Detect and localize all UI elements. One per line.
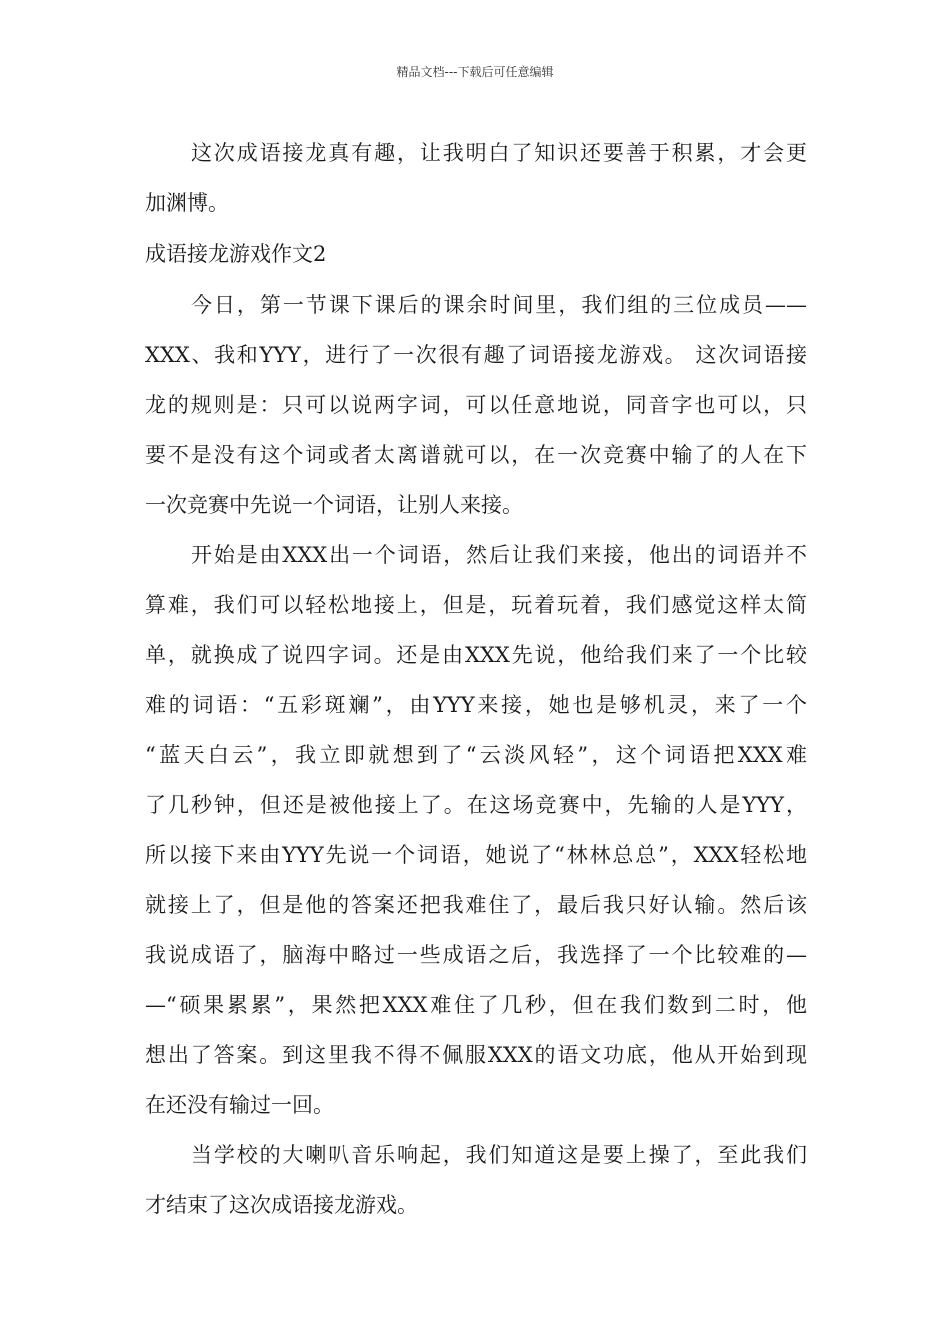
paragraph-line: 当学校的大喇叭音乐响起，我们知道这是要上操了，至此我们 [191, 1143, 807, 1167]
paragraph-line: 了几秒钟，但还是被他接上了。在这场竞赛中，先输的人是YYY， [145, 793, 807, 817]
paragraph-line: 一次竞赛中先说一个词语，让别人来接。 [145, 493, 523, 517]
paragraph-line: 今日，第一节课下课后的课余时间里，我们组的三位成员—— [191, 293, 807, 317]
paragraph-line: 所以接下来由YYY先说一个词语，她说了“林林总总”，XXX轻松地 [145, 843, 807, 867]
paragraph-line: 这次成语接龙真有趣，让我明白了知识还要善于积累，才会更 [191, 141, 807, 165]
paragraph-line: 加渊博。 [145, 191, 229, 215]
paragraph-line: 想出了答案。到这里我不得不佩服XXX的语文功底，他从开始到现 [145, 1043, 807, 1067]
paragraph-line: —“硕果累累”，果然把XXX难住了几秒，但在我们数到二时，他 [145, 993, 807, 1017]
section-title: 成语接龙游戏作文2 [145, 242, 327, 266]
paragraph-line: 就接上了，但是他的答案还把我难住了，最后我只好认输。然后该 [145, 893, 807, 917]
document-body [145, 128, 807, 1230]
paragraph-line: 我说成语了，脑海中略过一些成语之后，我选择了一个比较难的— [145, 943, 807, 967]
paragraph-line: “蓝天白云”，我立即就想到了“云淡风轻”，这个词语把XXX难 [145, 743, 807, 767]
paragraph-line: 龙的规则是：只可以说两字词，可以任意地说，同音字也可以，只 [145, 393, 807, 417]
page-header: 精品文档---下载后可任意编辑 [396, 65, 554, 79]
paragraph-line: 算难，我们可以轻松地接上，但是，玩着玩着，我们感觉这样太简 [145, 593, 807, 617]
paragraph-line: XXX、我和YYY，进行了一次很有趣了词语接龙游戏。 这次词语接 [145, 343, 807, 367]
paragraph-line: 要不是没有这个词或者太离谱就可以，在一次竞赛中输了的人在下 [145, 443, 807, 467]
paragraph-line: 单，就换成了说四字词。还是由XXX先说，他给我们来了一个比较 [145, 643, 807, 667]
paragraph-line: 在还没有输过一回。 [145, 1093, 334, 1117]
paragraph-line: 才结束了这次成语接龙游戏。 [145, 1193, 418, 1217]
paragraph-line: 开始是由XXX出一个词语，然后让我们来接，他出的词语并不 [191, 543, 807, 567]
paragraph-line: 难的词语：“五彩斑斓”，由YYY来接，她也是够机灵，来了一个 [145, 693, 807, 717]
